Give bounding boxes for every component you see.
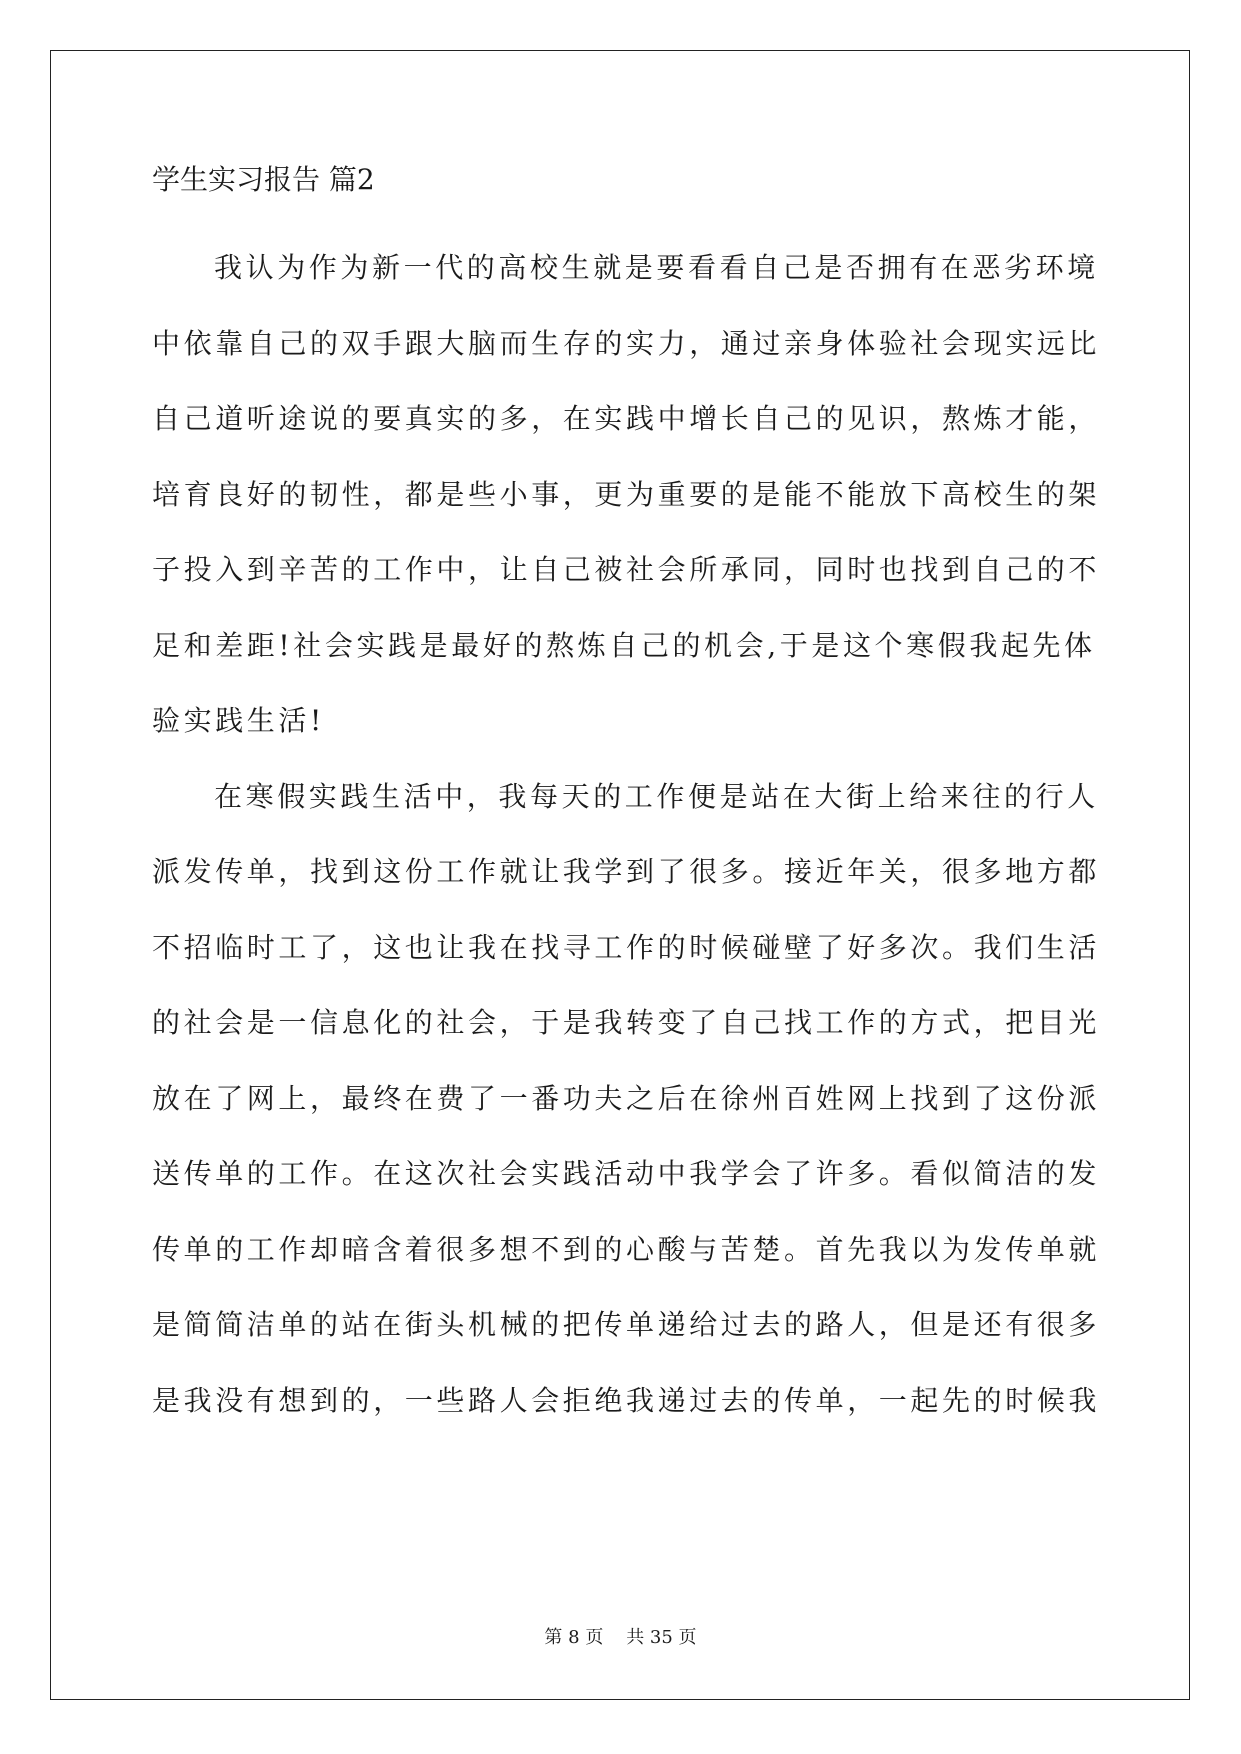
paragraph-1: [152, 230, 1101, 759]
text-line: 派发传单，找到这份工作就让我学到了很多。接近年关，很多地方都: [152, 855, 1101, 888]
page-footer: 第 8 页 共 35 页: [544, 1627, 697, 1648]
text-line: 是简简洁单的站在街头机械的把传单递给过去的路人，但是还有很多: [152, 1308, 1101, 1341]
text-line: 验实践生活!: [152, 704, 325, 737]
text-line: 放在了网上，最终在费了一番功夫之后在徐州百姓网上找到了这份派: [152, 1081, 1101, 1115]
document-body: [152, 160, 1101, 1438]
section-heading: 学生实习报告 篇2: [152, 163, 375, 196]
text-line: 子投入到辛苦的工作中，让自己被社会所承同，同时也找到自己的不: [152, 553, 1101, 586]
text-line: 我认为作为新一代的高校生就是要看看自己是否拥有在恶劣环境: [214, 251, 1099, 284]
text-line: 不招临时工了，这也让我在找寻工作的时候碰壁了好多次。我们生活: [152, 930, 1101, 964]
text-line: 中依靠自己的双手跟大脑而生存的实力，通过亲身体验社会现实远比: [152, 326, 1101, 360]
text-line: 传单的工作却暗含着很多想不到的心酸与苦楚。首先我以为发传单就: [152, 1232, 1101, 1266]
text-line: 足和差距!社会实践是最好的熬炼自己的机会,于是这个寒假我起先体: [152, 628, 1096, 662]
text-line: 的社会是一信息化的社会，于是我转变了自己找工作的方式，把目光: [152, 1006, 1101, 1039]
text-line: 在寒假实践生活中，我每天的工作便是站在大街上给来往的行人: [214, 779, 1099, 813]
paragraph-2: [152, 759, 1101, 1439]
text-line: 培育良好的韧性，都是些小事，更为重要的是能不能放下高校生的架: [152, 477, 1101, 511]
text-line: 送传单的工作。在这次社会实践活动中我学会了许多。看似简洁的发: [152, 1157, 1101, 1190]
text-line: 自己道听途说的要真实的多，在实践中增长自己的见识，熬炼才能，: [152, 402, 1101, 435]
text-line: 是我没有想到的，一些路人会拒绝我递过去的传单，一起先的时候我: [152, 1383, 1101, 1417]
